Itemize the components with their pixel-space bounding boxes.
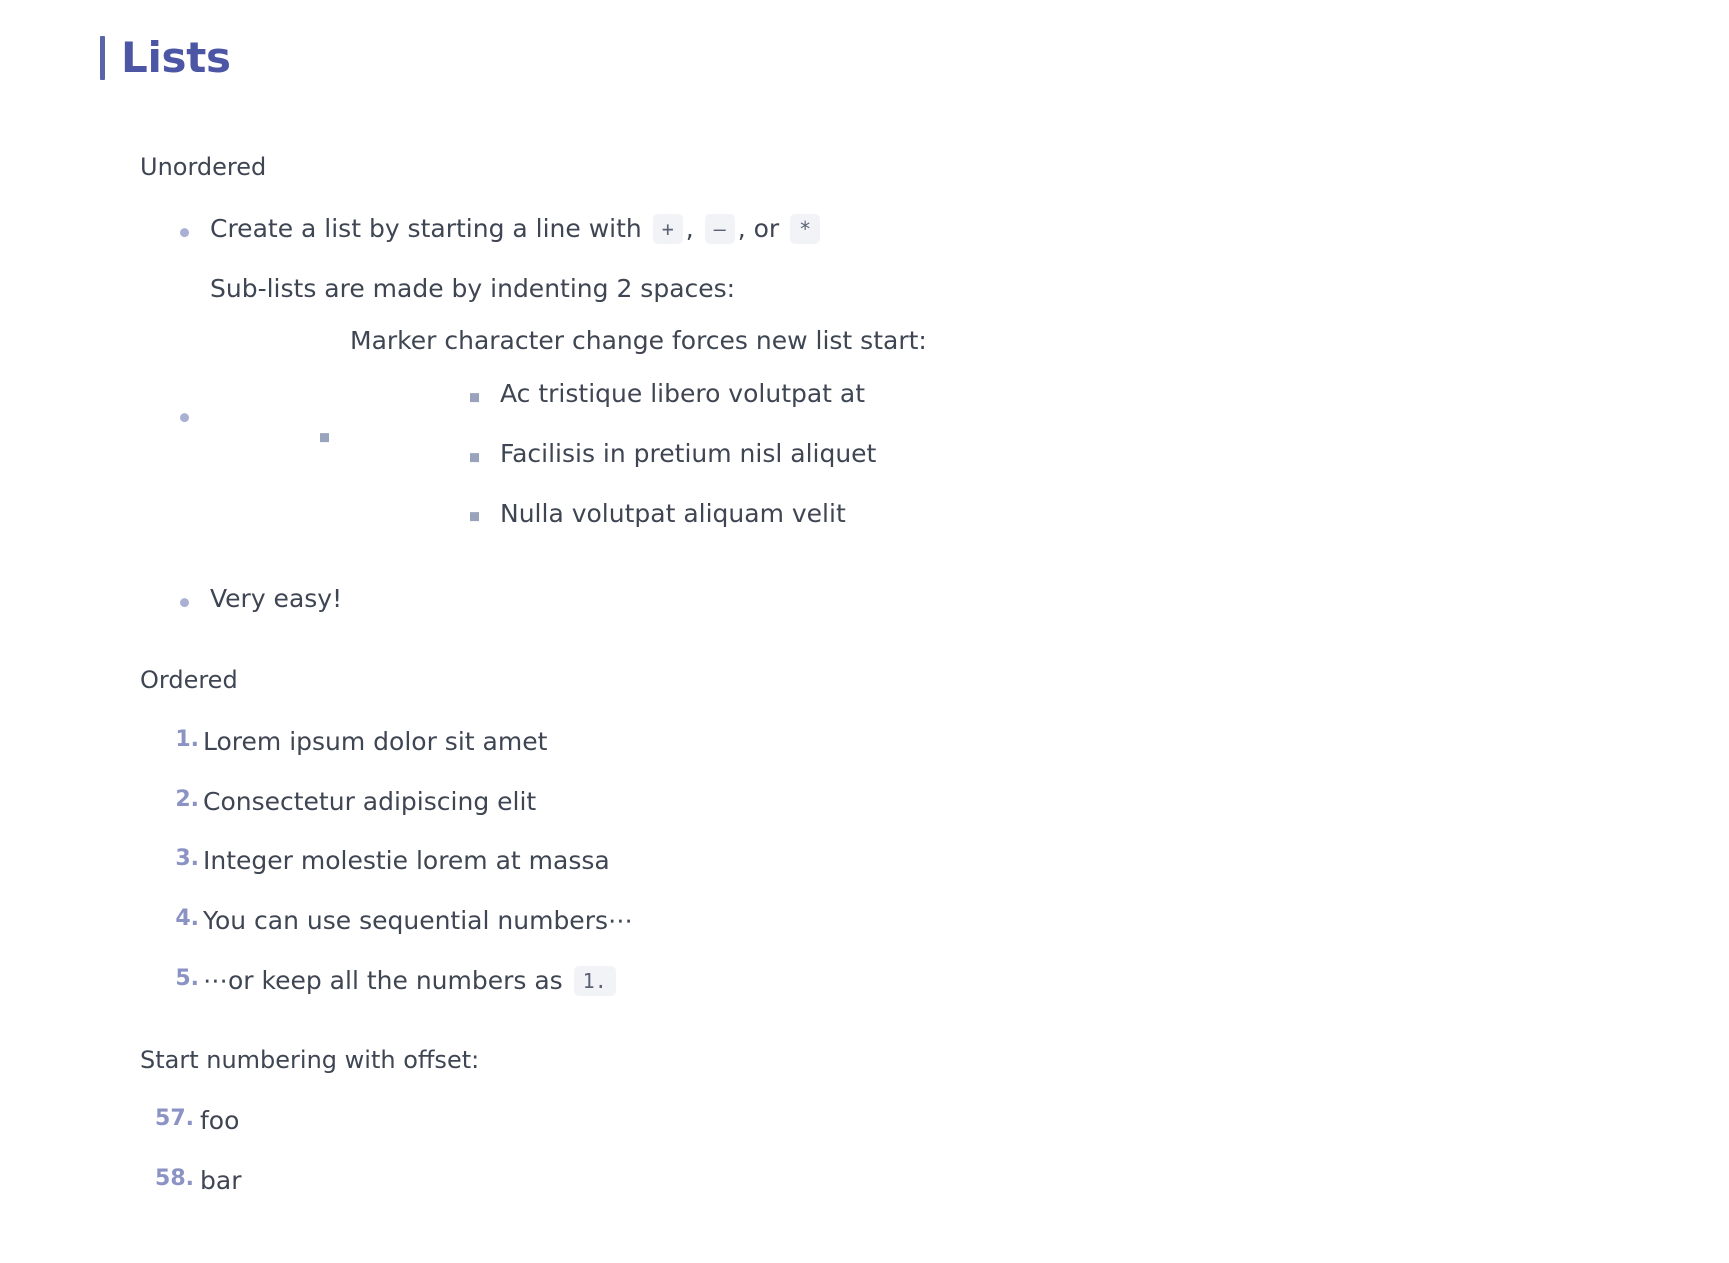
unordered-list-level-3 <box>350 364 1729 543</box>
list-marker: 4. <box>175 906 199 932</box>
list-item <box>165 712 1729 772</box>
list-marker: 5. <box>175 965 199 991</box>
list-item <box>148 1151 1729 1211</box>
heading-accent-bar <box>100 36 105 80</box>
list-item <box>180 569 1729 629</box>
list-marker: 1. <box>175 726 199 752</box>
heading-text: Lists <box>121 33 231 82</box>
list-item <box>470 484 1729 544</box>
list-item-text: Facilisis in pretium nisl aliquet <box>500 438 877 468</box>
bullet-square-icon <box>470 497 479 531</box>
list-item-text: Nulla volutpat aliquam velit <box>500 498 846 528</box>
ordered-list-offset <box>0 1091 1729 1211</box>
list-item <box>165 831 1729 891</box>
list-item <box>180 259 1729 570</box>
list-marker: 3. <box>175 846 199 872</box>
ordered-section-label: Ordered <box>140 666 238 695</box>
list-item-text: Ac tristique libero volutpat at <box>500 379 866 409</box>
ordered-list <box>0 712 1729 1011</box>
bullet-disc-icon <box>180 582 189 616</box>
list-marker: 2. <box>175 786 199 812</box>
list-item <box>148 1091 1729 1151</box>
code-chip-minus: – <box>705 214 735 244</box>
list-item-text-before: ⋯or keep all the numbers as <box>203 965 563 995</box>
list-item <box>470 424 1729 484</box>
bullet-disc-icon <box>180 397 189 431</box>
list-marker: 57. <box>155 1106 194 1132</box>
list-item-separator-1: , <box>685 213 694 243</box>
list-item <box>165 891 1729 951</box>
unordered-list-level-2 <box>210 311 1729 556</box>
list-item-text: Marker character change forces new list start: <box>350 326 927 356</box>
bullet-square-icon <box>470 377 479 411</box>
list-item-text: Integer molestie lorem at massa <box>203 846 610 876</box>
list-item <box>180 199 1729 259</box>
list-item-text-before: Create a list by starting a line with <box>210 213 642 243</box>
list-item-text: You can use sequential numbers⋯ <box>203 906 633 936</box>
bullet-disc-icon <box>180 212 189 246</box>
list-item <box>470 364 1729 424</box>
unordered-section-label: Unordered <box>140 153 267 181</box>
list-item-text: Lorem ipsum dolor sit amet <box>203 726 548 756</box>
code-chip-plus: + <box>653 214 683 244</box>
code-chip-star: * <box>790 214 820 244</box>
page-title <box>100 26 1729 90</box>
list-item-text: Very easy! <box>210 584 343 614</box>
list-item <box>165 951 1729 1011</box>
list-item-text: Consectetur adipiscing elit <box>203 786 537 816</box>
code-chip-one-dot: 1. <box>574 966 616 996</box>
list-item-text: bar <box>200 1166 242 1196</box>
list-item-separator-2: , or <box>737 213 780 243</box>
list-item <box>320 311 1729 556</box>
bullet-square-icon <box>470 437 479 471</box>
offset-section-label: Start numbering with offset: <box>140 1045 480 1074</box>
list-item <box>165 772 1729 832</box>
list-item-text: foo <box>200 1106 240 1136</box>
list-item-text: Sub-lists are made by indenting 2 spaces: <box>210 273 736 303</box>
bullet-square-icon <box>320 417 329 451</box>
unordered-list-level-1 <box>0 199 1729 629</box>
list-marker: 58. <box>155 1166 194 1192</box>
